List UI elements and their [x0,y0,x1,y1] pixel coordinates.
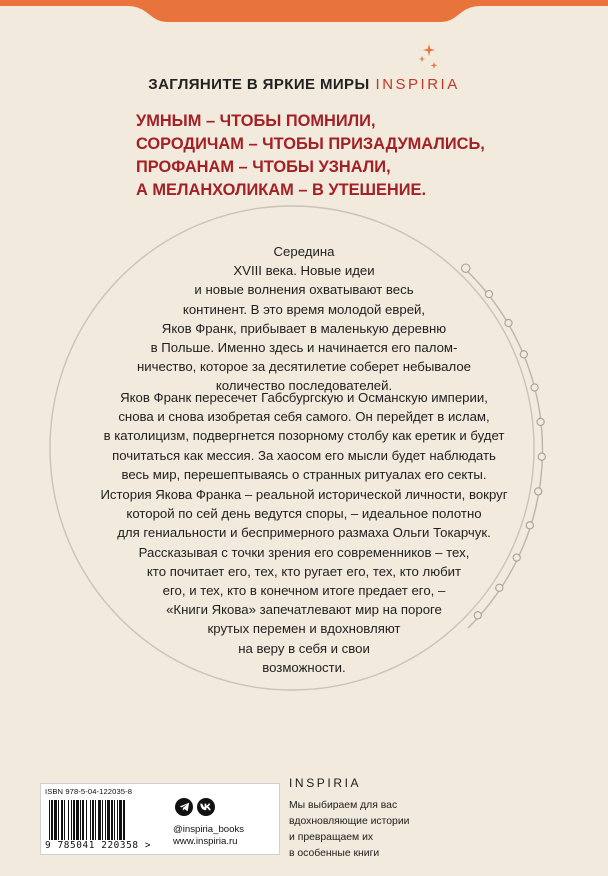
website-link: www.inspiria.ru [173,836,238,847]
tagline-line: и превращаем их [289,832,374,843]
barcode-number [45,840,151,851]
text-line: для гениальности и беспримерного размаха Ольги Токарчук. [117,525,491,541]
sparkle-icon [418,44,440,76]
barcode-bar [123,800,125,840]
text-line: Рассказывая с точки зрения его современников – тех, [138,544,470,560]
quote-line: УМНЫМ – ЧТОБЫ ПОМНИЛИ, [136,112,376,130]
text-line: почитаться как мессия. За хаосом его мысли будет наблюдать [112,447,496,463]
text-line: и новые волнения охватывают весь [194,282,414,298]
text-line: которой по сей день ведутся споры, – идеальное полотно [126,506,482,522]
text-line: Яков Франк, прибывает в маленькую деревню [161,320,447,336]
text-line: в католицизм, подвергнется позорному столбу как еретик и будет [103,428,505,444]
barcode-bar [86,800,87,840]
barcode-bar [76,800,79,840]
text-line: континент. В это время молодой еврей, [182,301,426,317]
barcode-bar [114,800,115,840]
barcode-bar [71,800,72,840]
barcode-icon [47,800,177,840]
social-handle: @inspiria_books [173,824,245,835]
text-line: крутых перемен и вдохновляют [207,621,401,637]
barcode-bar [73,800,75,840]
barcode-bar [61,800,63,840]
barcode-bar [80,800,81,840]
top-accent-tab [0,0,608,22]
barcode-bar [95,800,96,840]
headline [0,76,608,93]
text-line: Яков Франк пересечет Габсбургскую и Османскую империи, [120,390,488,405]
social-icons [175,798,245,818]
isbn-text: ISBN 978-5-04-122035-8 [45,787,133,796]
publisher-tagline [289,798,409,862]
vk-icon [197,798,215,816]
description-paragraph-2 [0,388,608,484]
barcode-bar [92,800,94,840]
text-line: снова и снова изобретая себя самого. Он перейдет в ислам, [118,409,490,425]
tagline-line: в особенные книги [289,848,380,859]
barcode-bar [54,800,57,840]
text-line: весь мир, перешептываясь о странных ритуалах его секты. [121,466,487,482]
text-line: ничество, которое за десятилетие соберет небывалое [136,359,472,375]
headline-text: ЗАГЛЯНИТЕ В ЯРКИЕ МИРЫ [148,76,370,93]
text-line: на веру в себя и свои [238,640,370,656]
headline-brand: INSPIRIA [375,76,460,93]
barcode-bar [107,800,110,840]
text-line: количество последователей. [215,378,393,394]
barcode-bar [68,800,69,840]
barcode-bar [90,800,91,840]
epigraph-quote [136,110,485,202]
text-line: его, и тех, кто в конечном итоге предает его, – [162,583,446,599]
barcode-bar [117,800,118,840]
barcode-bar [98,800,101,840]
text-line: кто почитает его, тех, кто ругает его, тех, кто любит [146,563,462,579]
barcode-bar [51,800,53,840]
telegram-icon [175,798,193,816]
text-line: XVIII века. Новые идеи [233,263,375,279]
text-line: возможности. [262,659,346,675]
barcode-bar [49,800,50,840]
text-line: История Якова Франка – реальной исторической личности, вокруг [100,487,508,502]
publisher-brand: INSPIRIA [289,776,362,790]
quote-line: ПРОФАНАМ – ЧТОБЫ УЗНАЛИ, [136,158,391,176]
quote-line: А МЕЛАНХОЛИКАМ – В УТЕШЕНИЕ. [136,181,427,199]
text-line: в Польше. Именно здесь и начинается его палом- [150,340,458,356]
description-paragraph-3 [0,485,608,677]
quote-line: СОРОДИЧАМ – ЧТОБЫ ПРИЗАДУМАЛИСЬ, [136,135,485,153]
barcode-bar [111,800,113,840]
barcode-bar [64,800,65,840]
barcode-digits: 9 785041 220358 [45,840,139,851]
barcode-tail: > [144,840,152,851]
barcode-panel [40,783,280,855]
barcode-bar [82,800,84,840]
barcode-bar [58,800,59,840]
barcode-bar [119,800,122,840]
barcode-bar [105,800,106,840]
barcode-bar [102,800,103,840]
text-line: Середина [273,244,335,259]
text-line: «Книги Якова» запечатлевают мир на пороге [166,602,442,618]
tagline-line: вдохновляющие истории [289,816,410,827]
description-paragraph-1 [0,242,608,396]
tagline-line: Мы выбираем для вас [289,800,398,811]
